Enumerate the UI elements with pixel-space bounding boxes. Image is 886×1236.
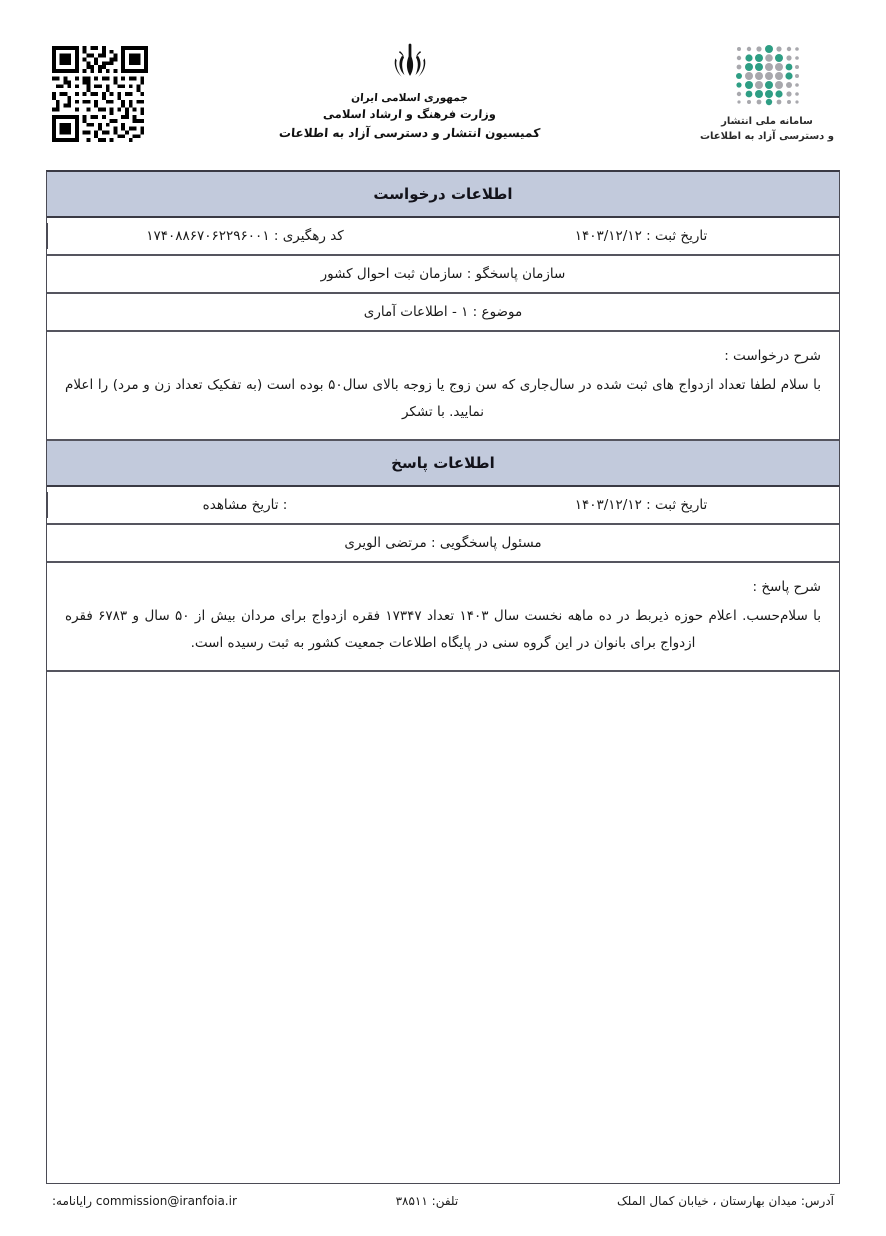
request-tracking-cell [47,219,443,253]
footer-phone [396,1194,459,1208]
ministry-line-1: جمهوری اسلامی ایران [351,92,469,104]
qr-code-block [52,46,148,142]
answer-view-date-label: : تاریخ مشاهده [202,497,288,513]
request-meta-row [47,218,839,256]
request-register-date-cell [443,219,839,253]
ministry-header-block [279,40,540,143]
footer-phone-value: ۳۸۵۱۱ [395,1194,428,1208]
request-register-date-label: تاریخ ثبت : [646,228,708,244]
answer-register-date-label: تاریخ ثبت : [646,497,708,513]
request-tracking-value: ۱۷۴۰۸۸۶۷۰۶۲۲۹۶۰۰۱ [146,228,270,244]
answer-register-date-value: ۱۴۰۳/۱۲/۱۲ [574,497,642,513]
document-footer [46,1184,840,1218]
request-tracking-label: کد رهگیری : [273,228,344,244]
footer-email [52,1194,237,1208]
document-table [46,170,840,1184]
ministry-line-2: وزارت فرهنگ و ارشاد اسلامی [323,107,498,122]
ministry-text [279,90,540,143]
national-system-line-1: سامانه ملی انتشار [721,116,813,127]
footer-address: آدرس: میدان بهارستان ، خیابان کمال الملک [616,1194,834,1208]
request-description-label: شرح درخواست : [724,348,821,364]
ministry-line-3: کمیسیون انتشار و دسترسی آزاد به اطلاعات [278,126,542,141]
answer-register-date-cell [443,488,839,522]
request-subject-row: موضوع : ۱ - اطلاعات آماری [47,294,839,332]
iran-emblem-icon [387,40,433,86]
answer-meta-row [47,487,839,525]
footer-phone-label: تلفن: [431,1194,459,1208]
national-system-line-2: و دسترسی آزاد به اطلاعات [700,131,834,142]
national-system-logo-block [700,42,834,144]
request-description-body: با سلام لطفا تعداد ازدواج های ثبت شده در سال‌جاری که سن زوج یا زوجه بالای سال۵۰ بوده است (به تفکیک تعداد زن و مرد) را اعلام نمایید. با تشکر [65,377,822,420]
footer-email-value[interactable]: commission@iranfoia.ir [95,1194,237,1208]
request-organization-row: سازمان پاسخگو : سازمان ثبت احوال کشور [47,256,839,294]
request-section-header: اطلاعات درخواست [47,172,839,218]
document-header [0,0,886,168]
national-system-logo-text [700,114,834,144]
footer-email-label: رایانامه: [52,1194,93,1208]
answer-section-header: اطلاعات پاسخ [47,441,839,487]
answer-description-block [47,563,839,672]
document-empty-body [47,672,839,1183]
request-description-block [47,332,839,441]
answer-description-body: با سلام‌حسب. اعلام حوزه ذیربط در ده ماهه نخست سال ۱۴۰۳ تعداد ۱۷۳۴۷ فقره ازدواج برای مردان بیش از ۵۰ سال و ۶۷۸۳ فقره ازدواج برای بانوان در این گروه سنی در پایگاه اطلاعات جمعیت کشور به ثبت رسیده است. [65,608,821,651]
answer-view-date-cell [47,488,443,522]
dot-grid-logo-icon [731,42,803,106]
qr-code-icon [52,46,148,142]
request-register-date-value: ۱۴۰۳/۱۲/۱۲ [574,228,642,244]
answer-description-label: شرح پاسخ : [752,579,821,595]
answer-responder-row: مسئول پاسخگویی : مرتضی الویری [47,525,839,563]
